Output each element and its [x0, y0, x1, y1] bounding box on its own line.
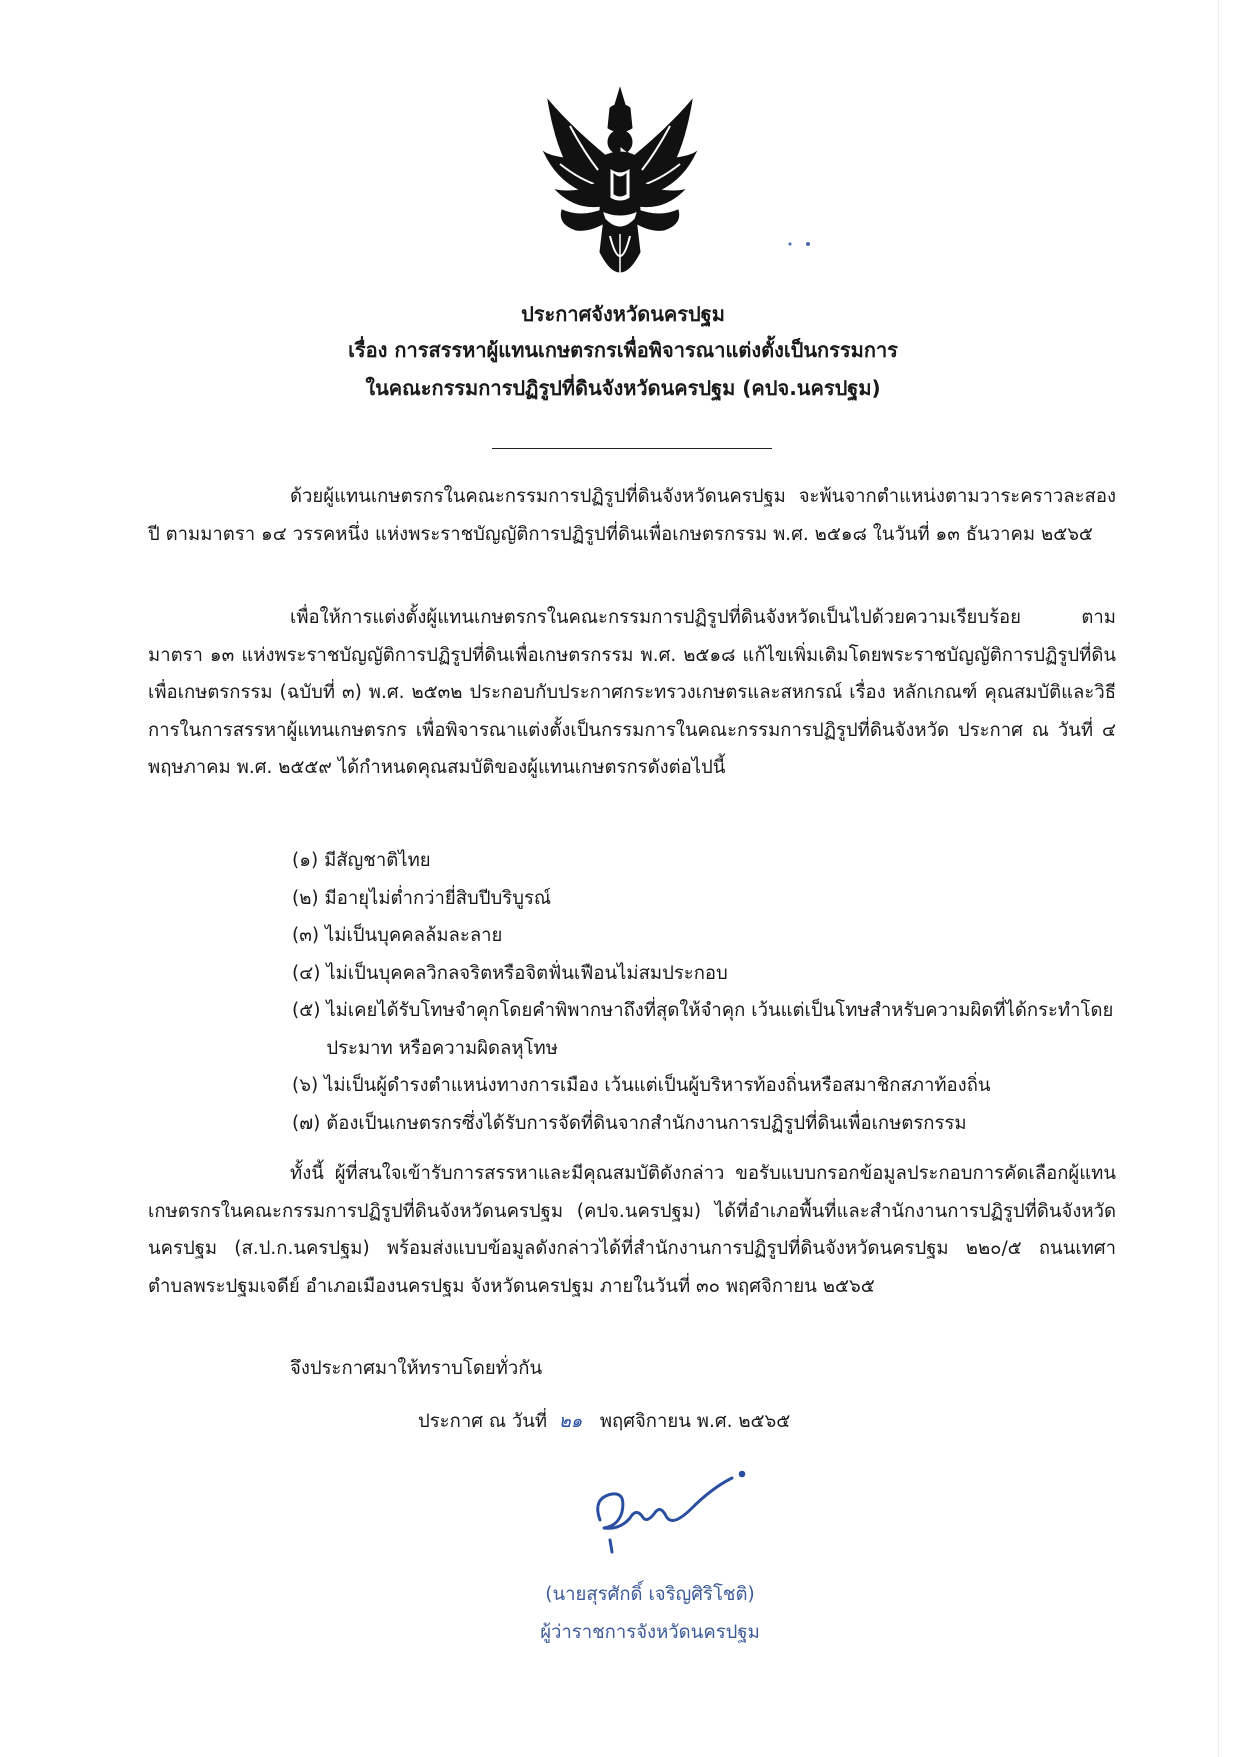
- list-item: [292, 1105, 1122, 1143]
- date-suffix: พฤศจิกายน พ.ศ. ๒๕๖๕: [599, 1411, 791, 1432]
- announcement-title: ประกาศจังหวัดนครปฐม: [521, 302, 725, 326]
- handwritten-day: ๒๑: [558, 1411, 583, 1432]
- paragraph-1: [148, 478, 1116, 553]
- subject-line-1: เรื่อง การสรรหาผู้แทนเกษตรกรเพื่อพิจารณาแต่งตั้งเป็นกรรมการ: [348, 338, 898, 362]
- garuda-emblem-icon: [540, 86, 700, 296]
- paragraph-1-text: ด้วยผู้แทนเกษตรกรในคณะกรรมการปฏิรูปที่ดินจังหวัดนครปฐม จะพ้นจากตำแหน่งตามวาระคราวละสองปี ตามมาตรา ๑๔ วรรคหนึ่ง แห่งพระราชบัญญัติการปฏิรูปที่ดินเพื่อเกษตรกรรม พ.ศ. ๒๕๑๘ ในวันที่ ๑๓ ธันวาคม ๒๕๖๕: [148, 486, 1116, 545]
- list-item: [292, 1067, 1122, 1105]
- subject-line-2: ในคณะกรรมการปฏิรูปที่ดินจังหวัดนครปฐม (คปจ.นครปฐม): [365, 376, 881, 400]
- item-number: (๕): [292, 1000, 327, 1021]
- scan-dots: [786, 240, 816, 248]
- paragraph-3: [148, 1155, 1116, 1305]
- list-item: [292, 842, 1122, 880]
- item-number: (๒): [292, 887, 325, 909]
- item-text: มีสัญชาติไทย: [324, 850, 431, 871]
- item-text: ไม่เคยได้รับโทษจำคุกโดยคำพิพากษาถึงที่สุดให้จำคุก เว้นแต่เป็นโทษสำหรับความผิดที่ได้กระทำโดยประมาท หรือความผิดลหุโทษ: [326, 1000, 1114, 1059]
- closing-statement: จึงประกาศมาให้ทราบโดยทั่วกัน: [290, 1358, 543, 1379]
- item-number: (๖): [292, 1075, 325, 1096]
- item-number: (๑): [292, 850, 325, 871]
- list-item: [292, 992, 1122, 1067]
- list-item: [292, 880, 1122, 918]
- paragraph-2: [148, 599, 1116, 787]
- governor-signature: [582, 1468, 752, 1558]
- announcement-date: [418, 1406, 790, 1436]
- date-prefix: ประกาศ ณ วันที่: [418, 1411, 548, 1432]
- item-text: ไม่เป็นผู้ดำรงตำแหน่งทางการเมือง เว้นแต่เป็นผู้บริหารท้องถิ่นหรือสมาชิกสภาท้องถิ่น: [324, 1075, 991, 1096]
- list-item: [292, 955, 1122, 993]
- signer-position: ผู้ว่าราชการจังหวัดนครปฐม: [540, 1622, 760, 1643]
- paragraph-2-text: เพื่อให้การแต่งตั้งผู้แทนเกษตรกรในคณะกรรมการปฏิรูปที่ดินจังหวัดเป็นไปด้วยความเรียบร้อย ตามมาตรา ๑๓ แห่งพระราชบัญญัติการปฏิรูปที่ดินเพื่อเกษตรกรรม พ.ศ. ๒๕๑๘ แก้ไขเพิ่มเติมโดยพระราชบัญญัติการปฏิรูปที่ดินเพื่อเกษตรกรรม (ฉบับที่ ๓) พ.ศ. ๒๕๓๒ ประกอบกับประกาศกระทรวงเกษตรและสหกรณ์ เรื่อง หลักเกณฑ์ คุณสมบัติและวิธีการในการสรรหาผู้แทนเกษตรกร เพื่อพิจารณาแต่งตั้งเป็นกรรมการในคณะกรรมการปฏิรูปที่ดินจังหวัด ประกาศ ณ วันที่ ๔ พฤษภาคม พ.ศ. ๒๕๕๙ ได้กำหนดคุณสมบัติของผู้แทนเกษตรกรดังต่อไปนี้: [148, 607, 1116, 778]
- item-text: ไม่เป็นบุคคลล้มละลาย: [324, 925, 503, 946]
- item-number: (๗): [292, 1112, 327, 1134]
- paragraph-3-text: ทั้งนี้ ผู้ที่สนใจเข้ารับการสรรหาและมีคุณสมบัติดังกล่าว ขอรับแบบกรอกข้อมูลประกอบการคัดเลือกผู้แทนเกษตรกรในคณะกรรมการปฏิรูปที่ดินจังหวัดนครปฐม (คปจ.นครปฐม) ได้ที่อำเภอพื้นที่และสำนักงานการปฏิรูปที่ดินจังหวัดนครปฐม (ส.ป.ก.นครปฐม) พร้อมส่งแบบข้อมูลดังกล่าวได้ที่สำนักงานการปฏิรูปที่ดินจังหวัดนครปฐม ๒๒๐/๕ ถนนเทศา ตำบลพระปฐมเจดีย์ อำเภอเมืองนครปฐม จังหวัดนครปฐม ภายในวันที่ ๓๐ พฤศจิกายน ๒๕๖๕: [148, 1163, 1116, 1297]
- item-text: ต้องเป็นเกษตรกรซึ่งได้รับการจัดที่ดินจากสำนักงานการปฏิรูปที่ดินเพื่อเกษตรกรรม: [326, 1112, 967, 1134]
- item-text: มีอายุไม่ต่ำกว่ายี่สิบปีบริบูรณ์: [324, 887, 552, 909]
- scan-fold-line: [1218, 0, 1219, 1757]
- item-text: ไม่เป็นบุคคลวิกลจริตหรือจิตฟั่นเฟือนไม่สมประกอบ: [326, 962, 728, 984]
- signer-name: (นายสุรศักดิ์ เจริญศิริโชติ): [545, 1584, 755, 1605]
- item-number: (๔): [292, 962, 327, 984]
- list-item: [292, 917, 1122, 955]
- item-number: (๓): [292, 925, 325, 946]
- title-divider: [492, 448, 772, 449]
- qualifications-list: [292, 842, 1122, 1142]
